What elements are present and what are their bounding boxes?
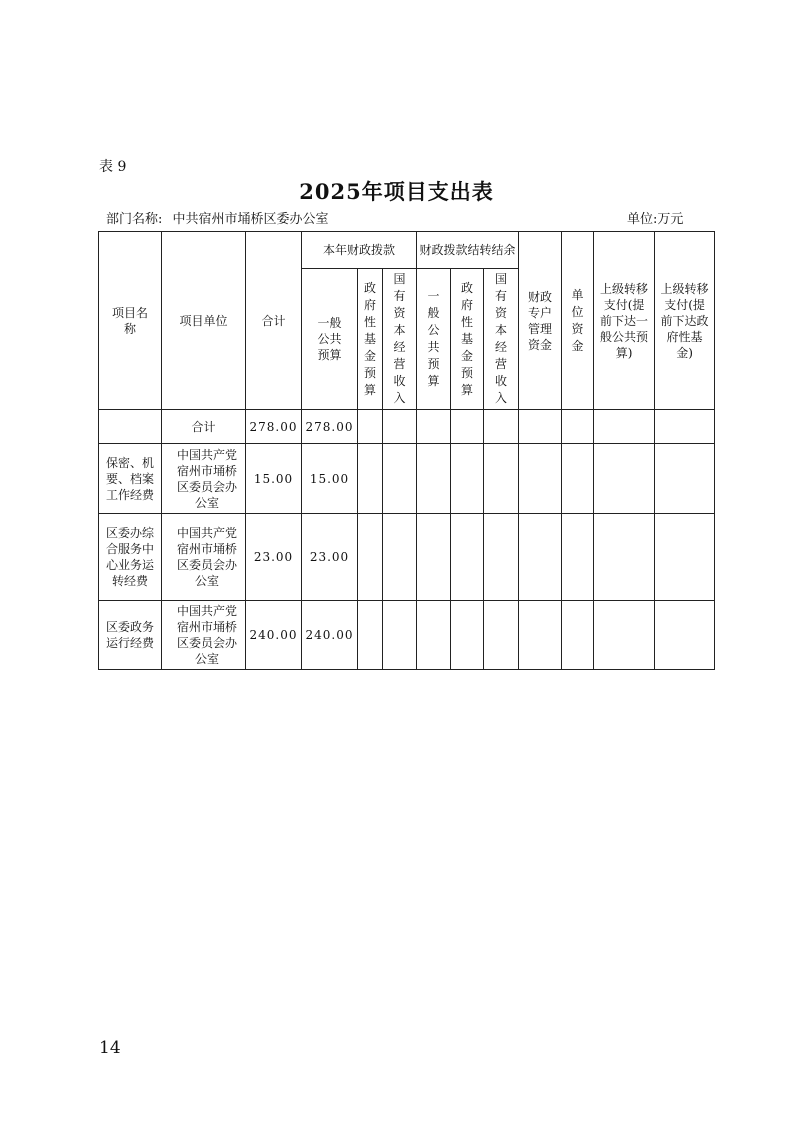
header-cy-fund: 政府性基金预算 bbox=[358, 269, 383, 410]
table-row-total bbox=[99, 410, 715, 444]
row-general: 15.00 bbox=[302, 444, 358, 514]
header-unit-funds: 单位资金 bbox=[562, 232, 594, 410]
page-title: 2025年项目支出表 bbox=[299, 179, 494, 204]
table-label: 表 9 bbox=[99, 159, 127, 175]
total-row-general: 278.00 bbox=[302, 410, 358, 444]
header-transfer-general: 上级转移支付(提前下达一般公共预算) bbox=[594, 232, 655, 410]
total-row-label: 合计 bbox=[162, 410, 246, 444]
header-co-general: 一般公共预算 bbox=[417, 269, 451, 410]
table-row bbox=[99, 444, 715, 514]
header-co-state: 国有资本经营收入 bbox=[484, 269, 519, 410]
table-row bbox=[99, 514, 715, 601]
header-carryover: 财政拨款结转结余 bbox=[417, 232, 519, 269]
header-co-fund: 政府性基金预算 bbox=[451, 269, 484, 410]
row-general: 240.00 bbox=[302, 601, 358, 670]
total-row-total: 278.00 bbox=[246, 410, 302, 444]
header-total: 合计 bbox=[246, 232, 302, 410]
row-total: 23.00 bbox=[246, 514, 302, 601]
header-cy-state: 国有资本经营收入 bbox=[383, 269, 417, 410]
unit-label: 单位:万元 bbox=[627, 212, 684, 227]
header-project-unit: 项目单位 bbox=[162, 232, 246, 410]
row-project-name: 区委政务运行经费 bbox=[99, 601, 162, 670]
header-special-funds: 财政专户管理资金 bbox=[519, 232, 562, 410]
row-project-unit: 中国共产党宿州市埇桥区委员会办公室 bbox=[162, 514, 246, 601]
row-project-unit: 中国共产党宿州市埇桥区委员会办公室 bbox=[162, 444, 246, 514]
header-current-year: 本年财政拨款 bbox=[302, 232, 417, 269]
department-label: 部门名称: bbox=[106, 212, 163, 227]
project-expenditure-table bbox=[98, 231, 715, 670]
table-row bbox=[99, 601, 715, 670]
header-transfer-fund: 上级转移支付(提前下达政府性基金) bbox=[655, 232, 715, 410]
row-total: 240.00 bbox=[246, 601, 302, 670]
page-number: 14 bbox=[99, 1038, 121, 1058]
table-cell bbox=[99, 410, 162, 444]
row-total: 15.00 bbox=[246, 444, 302, 514]
header-project-name: 项目名称 bbox=[99, 232, 162, 410]
row-general: 23.00 bbox=[302, 514, 358, 601]
header-cy-general: 一般公共预算 bbox=[302, 269, 358, 410]
header-row-1 bbox=[99, 232, 715, 269]
row-project-name: 保密、机要、档案工作经费 bbox=[99, 444, 162, 514]
row-project-unit: 中国共产党宿州市埇桥区委员会办公室 bbox=[162, 601, 246, 670]
department-line bbox=[106, 208, 329, 227]
department-name: 中共宿州市埇桥区委办公室 bbox=[172, 212, 329, 227]
row-project-name: 区委办综合服务中心业务运转经费 bbox=[99, 514, 162, 601]
